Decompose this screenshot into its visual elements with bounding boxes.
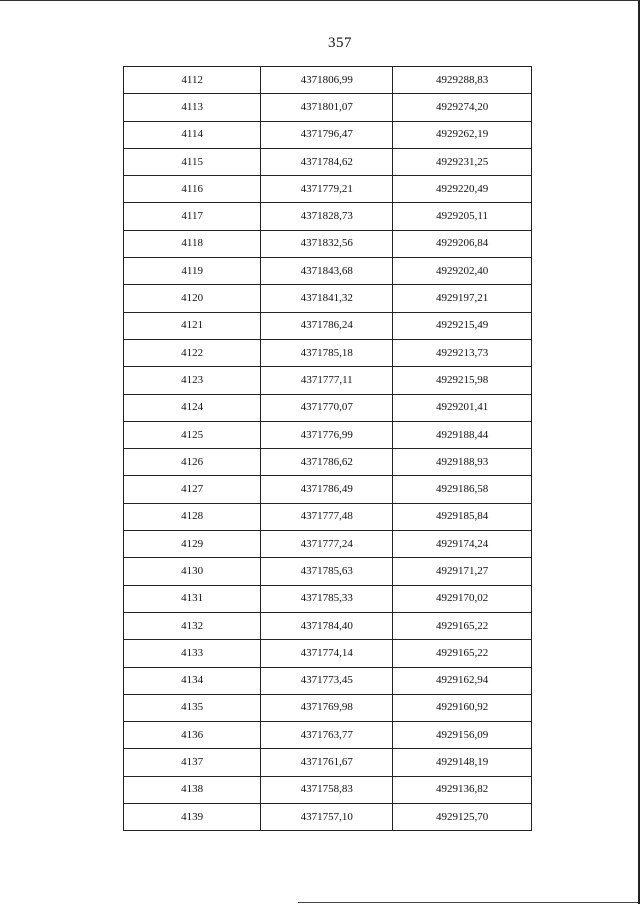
y-coordinate-cell: 4929206,84 — [393, 230, 532, 257]
x-coordinate-cell: 4371786,62 — [261, 449, 393, 476]
table-row — [124, 449, 532, 476]
y-coordinate-cell: 4929165,22 — [393, 612, 532, 639]
y-coordinate-cell: 4929188,44 — [393, 421, 532, 448]
point-number-cell: 4126 — [124, 449, 261, 476]
coordinates-table-body — [124, 67, 532, 831]
x-coordinate-cell: 4371777,48 — [261, 503, 393, 530]
y-coordinate-cell: 4929215,98 — [393, 367, 532, 394]
x-coordinate-cell: 4371785,18 — [261, 339, 393, 366]
point-number-cell: 4117 — [124, 203, 261, 230]
y-coordinate-cell: 4929162,94 — [393, 667, 532, 694]
x-coordinate-cell: 4371777,24 — [261, 531, 393, 558]
table-row — [124, 476, 532, 503]
point-number-cell: 4127 — [124, 476, 261, 503]
table-row — [124, 667, 532, 694]
table-row — [124, 285, 532, 312]
point-number-cell: 4133 — [124, 640, 261, 667]
x-coordinate-cell: 4371786,24 — [261, 312, 393, 339]
point-number-cell: 4139 — [124, 804, 261, 831]
x-coordinate-cell: 4371757,10 — [261, 804, 393, 831]
table-row — [124, 258, 532, 285]
x-coordinate-cell: 4371784,40 — [261, 612, 393, 639]
x-coordinate-cell: 4371758,83 — [261, 776, 393, 803]
x-coordinate-cell: 4371773,45 — [261, 667, 393, 694]
table-row — [124, 531, 532, 558]
y-coordinate-cell: 4929213,73 — [393, 339, 532, 366]
x-coordinate-cell: 4371784,62 — [261, 148, 393, 175]
y-coordinate-cell: 4929202,40 — [393, 258, 532, 285]
y-coordinate-cell: 4929274,20 — [393, 94, 532, 121]
table-row — [124, 203, 532, 230]
table-row — [124, 804, 532, 831]
x-coordinate-cell: 4371841,32 — [261, 285, 393, 312]
y-coordinate-cell: 4929148,19 — [393, 749, 532, 776]
point-number-cell: 4119 — [124, 258, 261, 285]
table-row — [124, 640, 532, 667]
point-number-cell: 4132 — [124, 612, 261, 639]
table-row — [124, 148, 532, 175]
table-row — [124, 612, 532, 639]
point-number-cell: 4120 — [124, 285, 261, 312]
coordinates-table — [123, 66, 532, 831]
y-coordinate-cell: 4929197,21 — [393, 285, 532, 312]
point-number-cell: 4124 — [124, 394, 261, 421]
y-coordinate-cell: 4929205,11 — [393, 203, 532, 230]
y-coordinate-cell: 4929136,82 — [393, 776, 532, 803]
point-number-cell: 4122 — [124, 339, 261, 366]
y-coordinate-cell: 4929156,09 — [393, 722, 532, 749]
table-row — [124, 749, 532, 776]
point-number-cell: 4130 — [124, 558, 261, 585]
x-coordinate-cell: 4371776,99 — [261, 421, 393, 448]
table-row — [124, 776, 532, 803]
bottom-edge-line — [298, 902, 638, 903]
y-coordinate-cell: 4929188,93 — [393, 449, 532, 476]
x-coordinate-cell: 4371785,33 — [261, 585, 393, 612]
y-coordinate-cell: 4929185,84 — [393, 503, 532, 530]
point-number-cell: 4116 — [124, 176, 261, 203]
x-coordinate-cell: 4371785,63 — [261, 558, 393, 585]
y-coordinate-cell: 4929220,49 — [393, 176, 532, 203]
point-number-cell: 4123 — [124, 367, 261, 394]
table-row — [124, 421, 532, 448]
table-row — [124, 176, 532, 203]
point-number-cell: 4128 — [124, 503, 261, 530]
table-row — [124, 694, 532, 721]
table-row — [124, 394, 532, 421]
x-coordinate-cell: 4371777,11 — [261, 367, 393, 394]
table-row — [124, 67, 532, 94]
y-coordinate-cell: 4929186,58 — [393, 476, 532, 503]
x-coordinate-cell: 4371779,21 — [261, 176, 393, 203]
y-coordinate-cell: 4929170,02 — [393, 585, 532, 612]
x-coordinate-cell: 4371786,49 — [261, 476, 393, 503]
point-number-cell: 4137 — [124, 749, 261, 776]
y-coordinate-cell: 4929160,92 — [393, 694, 532, 721]
table-row — [124, 367, 532, 394]
point-number-cell: 4134 — [124, 667, 261, 694]
point-number-cell: 4131 — [124, 585, 261, 612]
y-coordinate-cell: 4929231,25 — [393, 148, 532, 175]
table-row — [124, 121, 532, 148]
x-coordinate-cell: 4371770,07 — [261, 394, 393, 421]
point-number-cell: 4115 — [124, 148, 261, 175]
x-coordinate-cell: 4371796,47 — [261, 121, 393, 148]
point-number-cell: 4112 — [124, 67, 261, 94]
table-row — [124, 312, 532, 339]
page-number: 357 — [328, 35, 352, 51]
x-coordinate-cell: 4371774,14 — [261, 640, 393, 667]
point-number-cell: 4121 — [124, 312, 261, 339]
table-row — [124, 230, 532, 257]
x-coordinate-cell: 4371843,68 — [261, 258, 393, 285]
point-number-cell: 4114 — [124, 121, 261, 148]
point-number-cell: 4125 — [124, 421, 261, 448]
point-number-cell: 4138 — [124, 776, 261, 803]
y-coordinate-cell: 4929288,83 — [393, 67, 532, 94]
y-coordinate-cell: 4929125,70 — [393, 804, 532, 831]
x-coordinate-cell: 4371801,07 — [261, 94, 393, 121]
y-coordinate-cell: 4929201,41 — [393, 394, 532, 421]
table-row — [124, 558, 532, 585]
point-number-cell: 4135 — [124, 694, 261, 721]
table-row — [124, 585, 532, 612]
x-coordinate-cell: 4371806,99 — [261, 67, 393, 94]
y-coordinate-cell: 4929215,49 — [393, 312, 532, 339]
x-coordinate-cell: 4371763,77 — [261, 722, 393, 749]
table-row — [124, 722, 532, 749]
y-coordinate-cell: 4929171,27 — [393, 558, 532, 585]
table-row — [124, 503, 532, 530]
x-coordinate-cell: 4371761,67 — [261, 749, 393, 776]
x-coordinate-cell: 4371828,73 — [261, 203, 393, 230]
y-coordinate-cell: 4929165,22 — [393, 640, 532, 667]
point-number-cell: 4113 — [124, 94, 261, 121]
point-number-cell: 4136 — [124, 722, 261, 749]
point-number-cell: 4118 — [124, 230, 261, 257]
x-coordinate-cell: 4371769,98 — [261, 694, 393, 721]
table-row — [124, 339, 532, 366]
x-coordinate-cell: 4371832,56 — [261, 230, 393, 257]
table-row — [124, 94, 532, 121]
point-number-cell: 4129 — [124, 531, 261, 558]
y-coordinate-cell: 4929174,24 — [393, 531, 532, 558]
y-coordinate-cell: 4929262,19 — [393, 121, 532, 148]
